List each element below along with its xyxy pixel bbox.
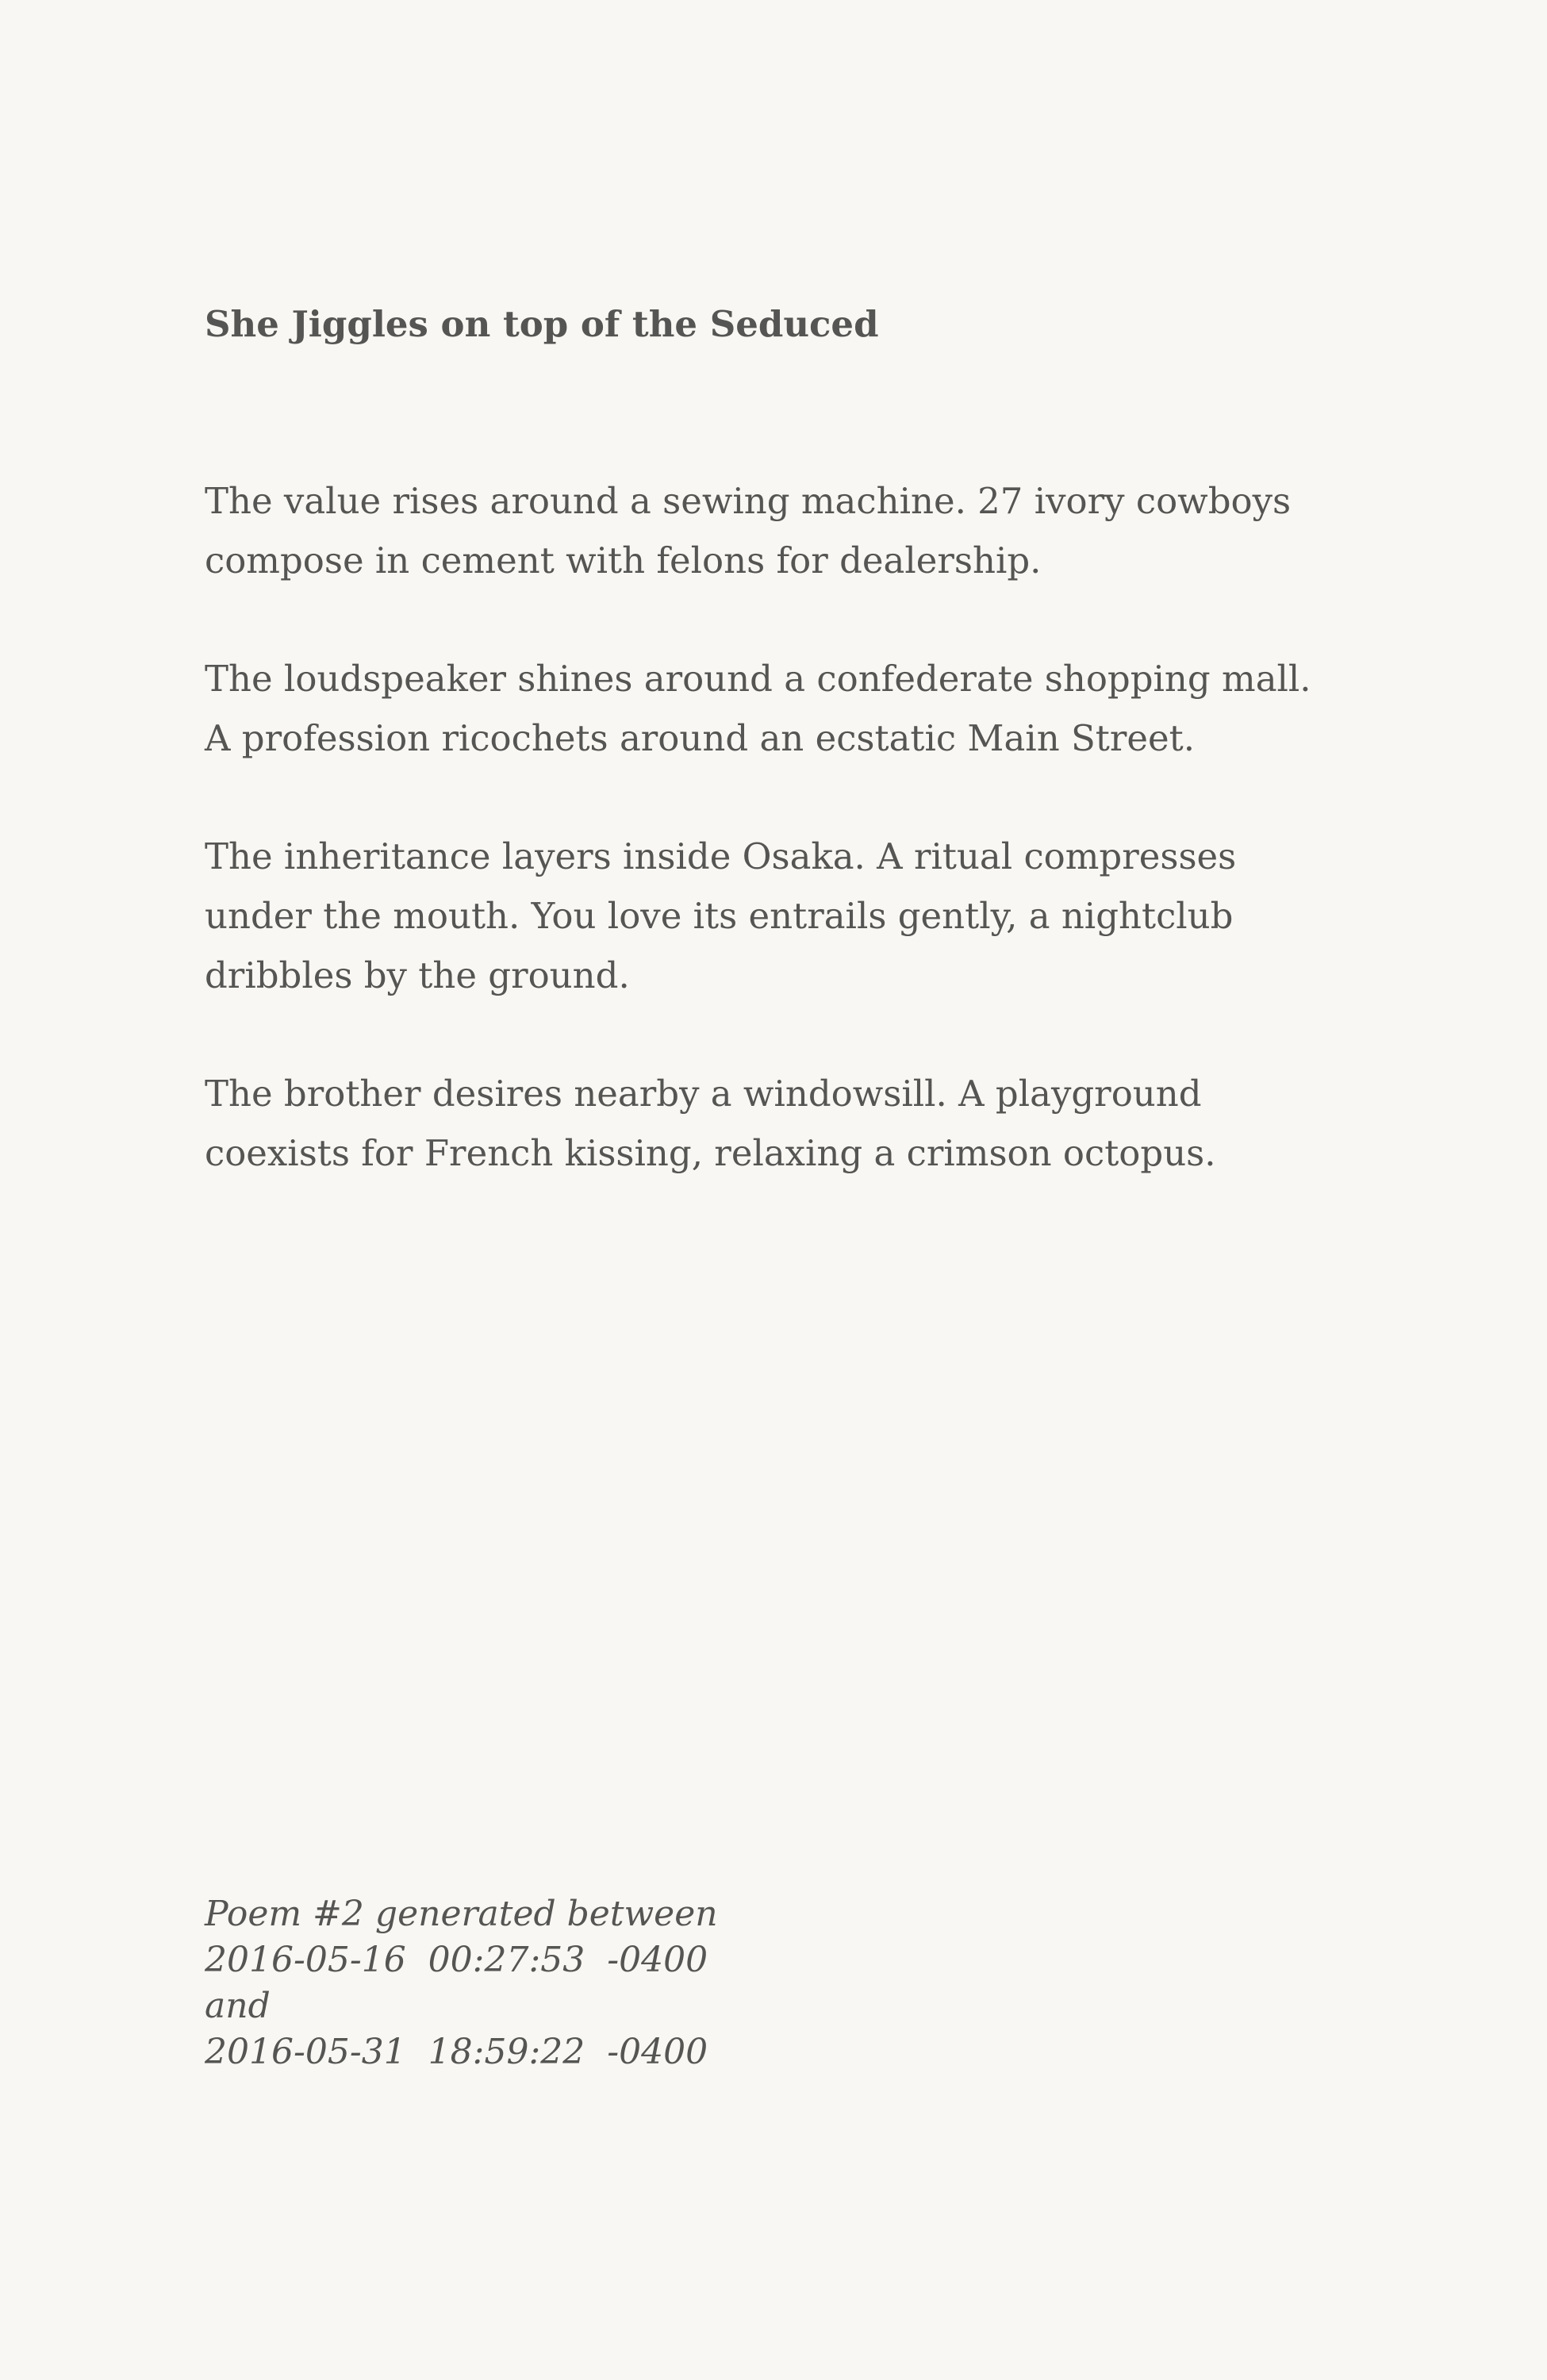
stanza-4: [205, 1064, 1411, 1183]
poem-title: She Jiggles on top of the Seduced: [205, 303, 879, 345]
colophon-start-timestamp: 2016-05-16 00:27:53 -0400: [205, 1940, 708, 1980]
stanza-2: [205, 649, 1411, 768]
poem-line: The brother desires nearby a windowsill. A playground: [205, 1073, 1202, 1115]
poem-line: The loudspeaker shines around a confederate shopping mall.: [205, 658, 1311, 700]
poem-line: A profession ricochets around an ecstatic Main Street.: [205, 717, 1196, 759]
stanza-3: [205, 827, 1411, 1005]
poem-line: The value rises around a sewing machine. 27 ivory cowboys: [205, 480, 1292, 522]
poem-page: [205, 0, 1442, 2380]
colophon-line: Poem #2 generated between: [205, 1894, 718, 1934]
colophon-line: and: [205, 1986, 271, 2026]
poem-line: compose in cement with felons for dealership.: [205, 539, 1042, 582]
poem-line: The inheritance layers inside Osaka. A ritual compresses: [205, 835, 1237, 877]
stanza-1: [205, 471, 1411, 590]
poem-line: dribbles by the ground.: [205, 954, 630, 996]
poem-line: coexists for French kissing, relaxing a crimson octopus.: [205, 1132, 1216, 1174]
colophon-end-timestamp: 2016-05-31 18:59:22 -0400: [205, 2032, 708, 2072]
poem-body: [205, 471, 1411, 1242]
poem-line: under the mouth. You love its entrails gently, a nightclub: [205, 895, 1234, 937]
generation-colophon: [205, 1891, 718, 2075]
